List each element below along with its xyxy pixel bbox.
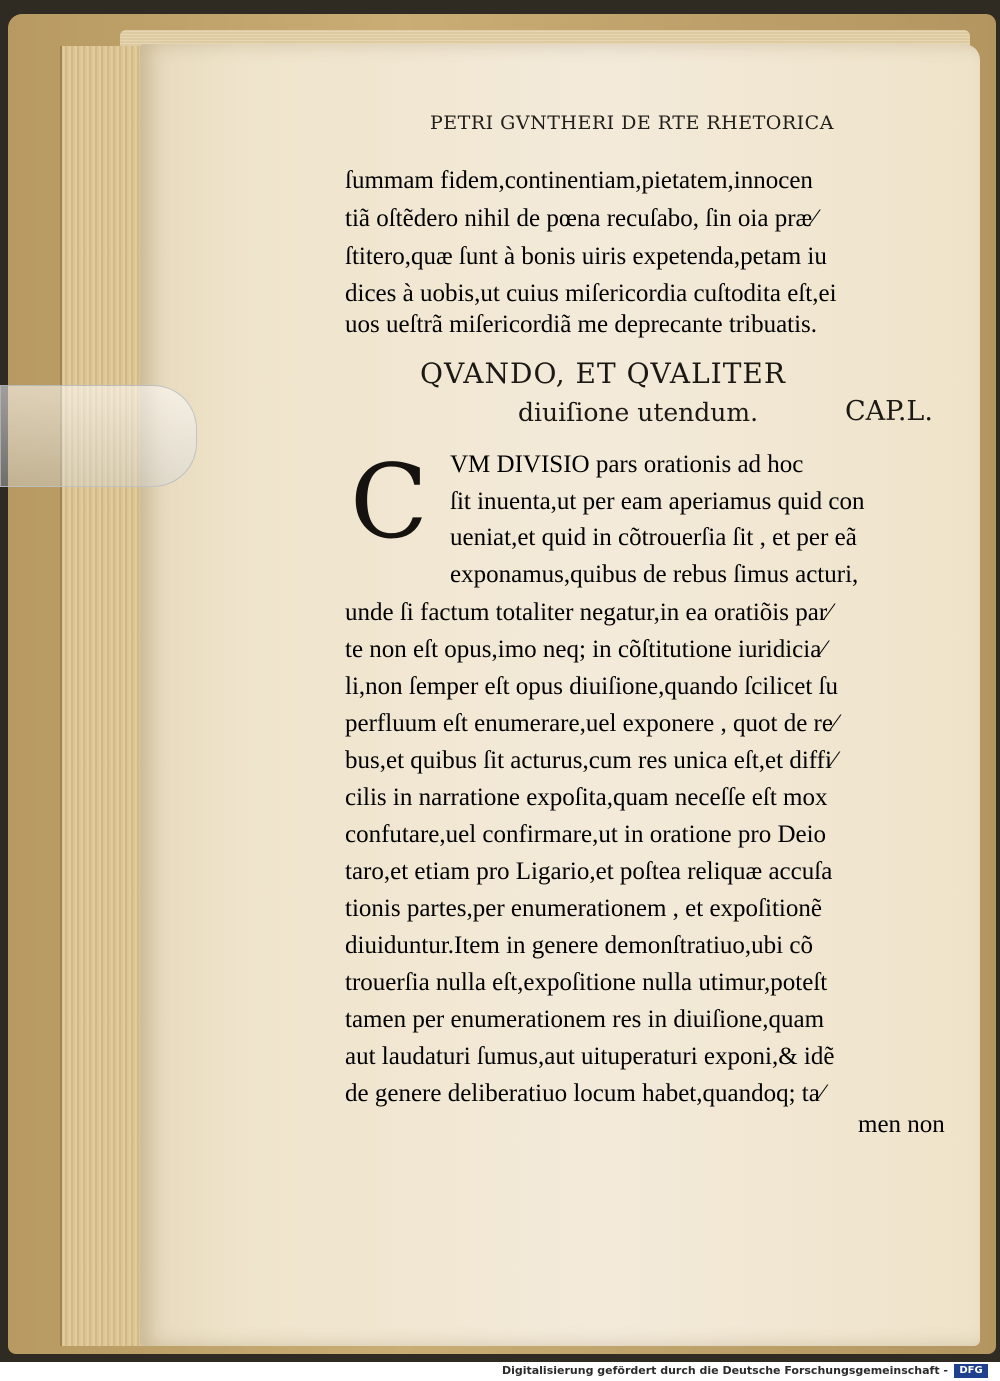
chapter-title: QVANDO, ET QVALITER	[420, 357, 786, 390]
chapter-number: CAP.L.	[845, 396, 933, 427]
text-line: unde ſi factum totaliter negatur,in ea oratiõis par⁄	[345, 599, 832, 626]
text-line: trouerſia nulla eſt,expoſitione nulla utimur,poteſt	[345, 969, 828, 996]
text-line: exponamus,quibus de rebus ſimus acturi,	[450, 561, 859, 588]
text-line: uos ueſtrã miſericordiã me deprecante tribuatis.	[345, 311, 818, 338]
text-line: ſummam fidem,continentiam,pietatem,innocen	[345, 167, 813, 194]
catchword: men non	[858, 1111, 945, 1138]
footer-bar	[0, 1362, 1000, 1381]
text-line: de genere deliberatiuo locum habet,quandoq; ta⁄	[345, 1080, 824, 1107]
text-line: VM DIVISIO pars orationis ad hoc	[450, 451, 804, 478]
text-line: ſtitero,quæ ſunt à bonis uiris expetenda,petam iu	[345, 243, 827, 270]
text-line: tamen per enumerationem res in diuiſione,quam	[345, 1006, 825, 1033]
bookmark-clip	[0, 385, 197, 487]
text-line: cilis in narratione expoſita,quam neceſſe eſt mox	[345, 784, 828, 811]
text-line: diuiduntur.Item in genere demonſtratiuo,ubi cõ	[345, 932, 813, 959]
text-line: taro,et etiam pro Ligario,et poſtea reliquæ accuſa	[345, 858, 833, 885]
text-line: li,non ſemper eſt opus diuiſione,quando ſcilicet ſu	[345, 673, 838, 700]
text-line: te non eſt opus,imo neq; in cõſtitutione iuridicia⁄	[345, 636, 826, 663]
text-line: aut laudaturi ſumus,aut uituperaturi exponi,& idẽ	[345, 1043, 835, 1070]
text-line: tionis partes,per enumerationem , et expoſitionẽ	[345, 895, 822, 922]
dfg-logo: DFG	[954, 1364, 988, 1378]
text-line: confutare,uel confirmare,ut in oratione pro Deio	[345, 821, 827, 848]
text-line: ſit inuenta,ut per eam aperiamus quid con	[450, 488, 865, 515]
text-line: bus,et quibus ſit acturus,cum res unica eſt,et diffi⁄	[345, 747, 837, 774]
text-line: dices à uobis,ut cuius miſericordia cuſtodita eſt,ei	[345, 280, 837, 307]
running-head: PETRI GVNTHERI DE RTE RHETORICA	[430, 112, 834, 134]
text-line: ueniat,et quid in cõtrouerſia ſit , et per eã	[450, 524, 857, 551]
text-line: perfluum eſt enumerare,uel exponere , quot de re⁄	[345, 710, 838, 737]
initial-letter: C	[350, 443, 429, 562]
chapter-subtitle: diuiſione utendum.	[518, 398, 759, 427]
funding-notice: Digitalisierung gefördert durch die Deutsche Forschungsgemeinschaft -	[501, 1364, 948, 1377]
text-line: tiã oſtẽdero nihil de pœna recuſabo, ſin oia præ⁄	[345, 205, 817, 232]
